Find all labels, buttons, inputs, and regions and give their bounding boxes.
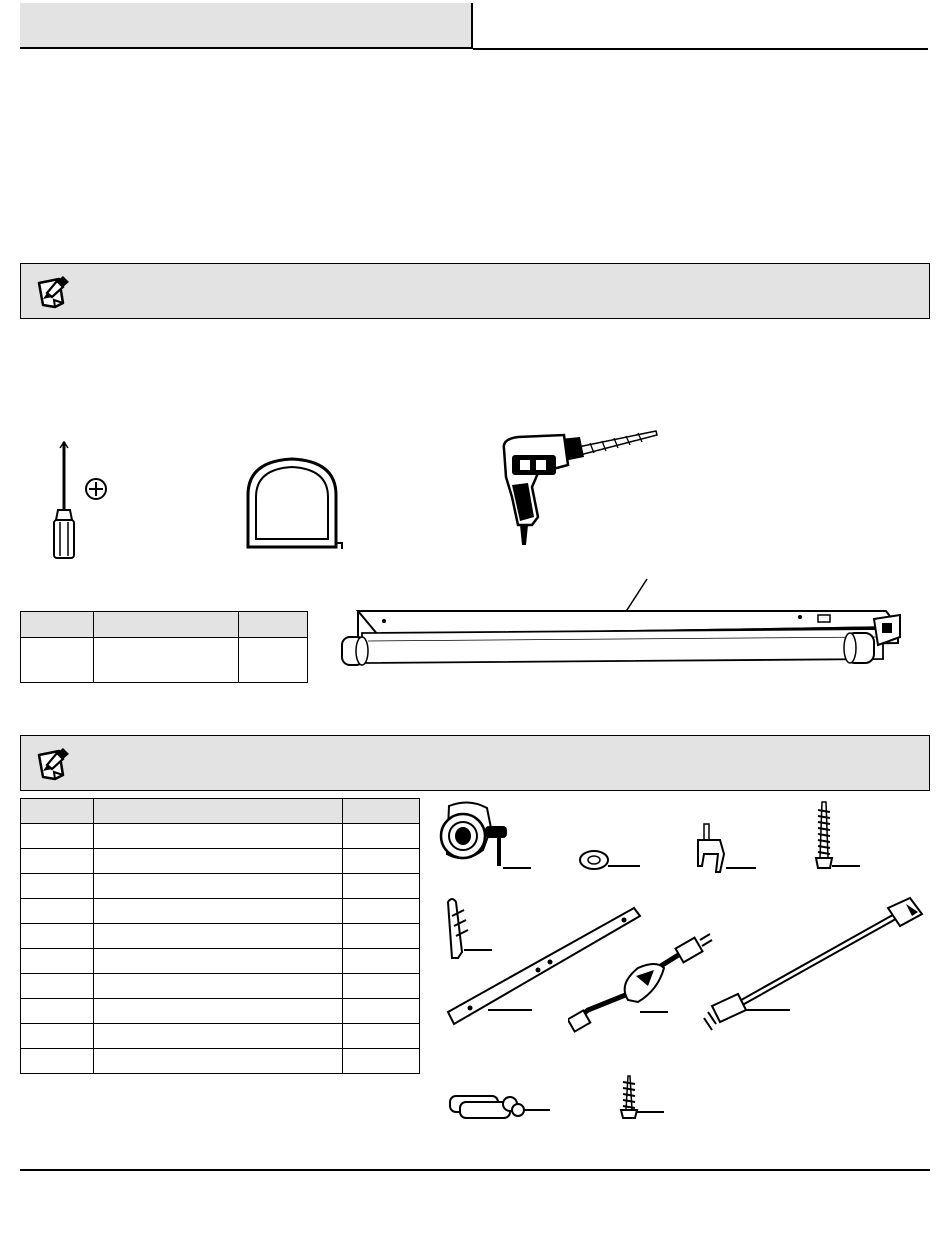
table-cell [94,638,239,683]
table-cell [21,849,94,874]
table-cell [94,999,343,1024]
table-cell [94,849,343,874]
table-cell [21,1049,94,1074]
table-cell [21,974,94,999]
table-cell [343,849,420,874]
light-fixture-illustration [338,575,913,675]
table-cell [343,949,420,974]
hardware-contents-table [20,798,420,1074]
power-drill-icon [498,425,660,553]
notepad-icon [33,745,73,783]
tools-note-bar [20,263,930,319]
table-row [21,1024,420,1049]
package-col-quantity [239,612,308,638]
table-cell [94,899,343,924]
header-title-box [20,3,473,49]
hardware-col-quantity [343,799,420,824]
table-cell [21,638,94,683]
table-row [21,638,308,683]
table-row [21,899,420,924]
table-cell [21,924,94,949]
linking-cord-icon [702,894,932,1034]
notepad-icon [33,273,73,311]
table-cell [94,1049,343,1074]
table-cell [343,899,420,924]
table-cell [94,824,343,849]
table-cell [94,874,343,899]
table-cell [343,1049,420,1074]
table-cell [343,874,420,899]
table-cell [21,1024,94,1049]
table-cell [21,874,94,899]
footer-rule [20,1169,930,1171]
table-row [21,949,420,974]
hardware-col-part [21,799,94,824]
table-cell [343,999,420,1024]
cable-staple-icon [694,822,758,874]
table-cell [94,924,343,949]
wood-screw-icon [812,800,862,874]
table-cell [343,1024,420,1049]
table-cell [343,824,420,849]
small-screw-icon [618,1074,666,1124]
package-contents-table [20,611,308,683]
table-cell [343,974,420,999]
table-cell [94,949,343,974]
table-cell [343,924,420,949]
table-row [21,974,420,999]
table-row [21,849,420,874]
table-row [21,874,420,899]
package-col-part [21,612,94,638]
plug-cord-icon [568,924,720,1034]
table-cell [239,638,308,683]
hardware-note-bar [20,735,930,791]
package-col-description [94,612,239,638]
table-row [21,824,420,849]
table-row [21,999,420,1024]
table-cell [94,1024,343,1049]
phillips-screwdriver-icon [40,440,112,562]
table-row [21,1049,420,1074]
hardware-col-description [94,799,343,824]
table-cell [21,899,94,924]
washer-icon [578,848,642,872]
header-rule [473,48,928,50]
table-row [21,924,420,949]
table-cell [21,824,94,849]
table-cell [94,974,343,999]
wire-nuts-icon [444,1088,552,1124]
conduit-connector-icon [435,798,535,874]
table-cell [21,999,94,1024]
table-cell [21,949,94,974]
tape-measure-icon [244,455,348,551]
